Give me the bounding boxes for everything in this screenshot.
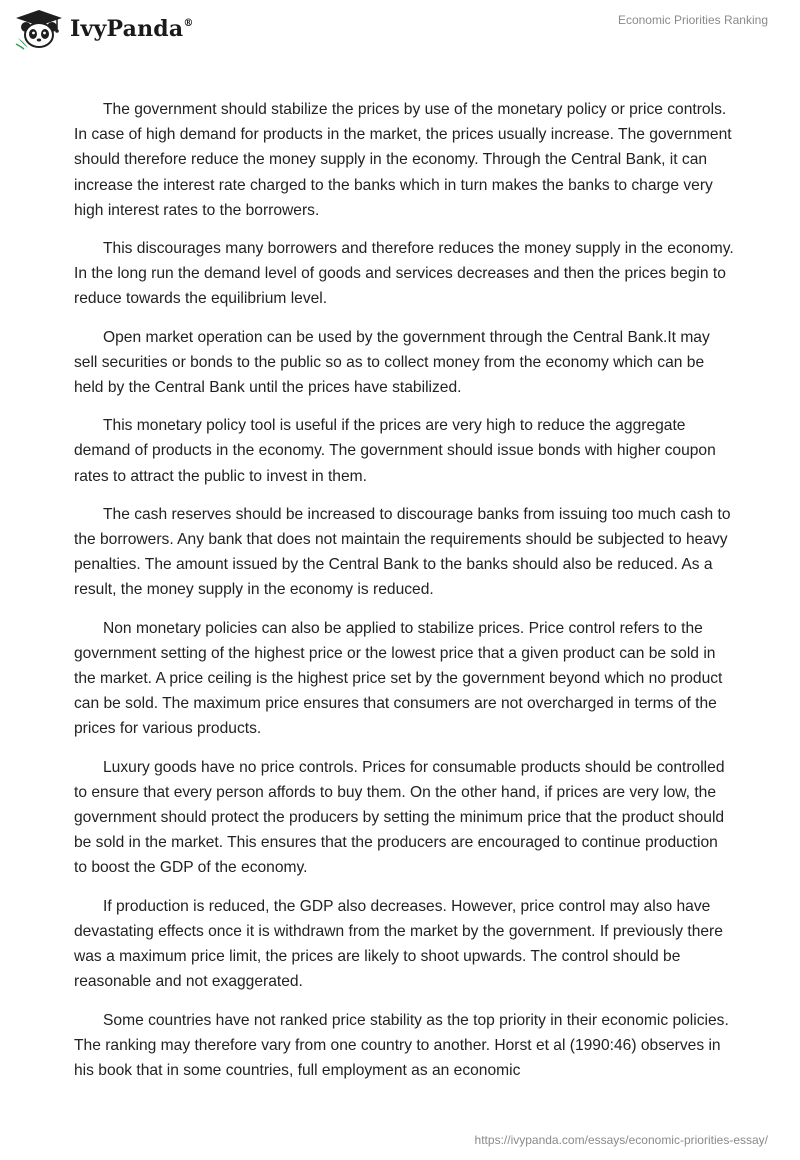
essay-body — [74, 97, 734, 1096]
paragraph: The cash reserves should be increased to discourage banks from issuing too much cash to the borrowers. Any bank that does not maintain the requirements should be subjected to heavy penalties. The amount issued by the Central Bank to the banks should also be reduced. As a result, the money supply in the economy is reduced. — [74, 505, 731, 599]
page-header — [0, 0, 800, 70]
paragraph: If production is reduced, the GDP also decreases. However, price control may also have devastating effects once it is withdrawn from the market by the government. If previously there was a maximum price limit, the prices are likely to shoot upwards. The control should be reasonable and not exaggerated. — [74, 897, 723, 991]
paragraph: Open market operation can be used by the government through the Central Bank.It may sell securities or bonds to the public so as to collect money from the economy which can be held by the Central Bank until the prices have stabilized. — [74, 328, 710, 397]
paragraph: The government should stabilize the prices by use of the monetary policy or price controls. In case of high demand for products in the market, the prices usually increase. The government should therefore reduce the money supply in the economy. Through the Central Bank, it can increase the interest rate charged to the banks which in turn makes the banks to charge very high interest rates to the borrowers. — [74, 101, 732, 219]
logo-wordmark: IvyPanda® — [70, 16, 194, 42]
document-title: Economic Priorities Ranking — [617, 13, 768, 27]
panda-graduation-cap-icon — [14, 8, 64, 50]
paragraph: This discourages many borrowers and therefore reduces the money supply in the economy. In the long run the demand level of goods and services decreases and then the prices begin to reduce towards the equilibrium level. — [74, 240, 734, 308]
paragraph: Luxury goods have no price controls. Prices for consumable products should be controlled to ensure that every person affords to buy them. On the other hand, if prices are very low, the government should protect the producers by setting the minimum price that the product should be sold in the market. This ensures that the producers are encouraged to continue production to boost the GDP of the economy. — [74, 758, 725, 877]
ivypanda-logo[interactable] — [14, 8, 194, 50]
paragraph: Non monetary policies can also be applied to stabilize prices. Price control refers to the government setting of the highest price or the lowest price that a given product can be sold in the market. A price ceiling is the highest price set by the government beyond which no product can be sold. The maximum price ensures that consumers are not overcharged in terms of the prices for various products. — [74, 619, 723, 738]
paragraph: Some countries have not ranked price stability as the top priority in their economic policies. The ranking may therefore vary from one country to another. Horst et al (1990:46) observes in his book that in some countries, full employment as an economic — [74, 1011, 729, 1079]
source-url[interactable]: https://ivypanda.com/essays/economic-priorities-essay/ — [474, 1133, 768, 1147]
paragraph: This monetary policy tool is useful if the prices are very high to reduce the aggregate demand of products in the economy. The government should issue bonds with higher coupon rates to attract the public to invest in them. — [74, 417, 716, 485]
